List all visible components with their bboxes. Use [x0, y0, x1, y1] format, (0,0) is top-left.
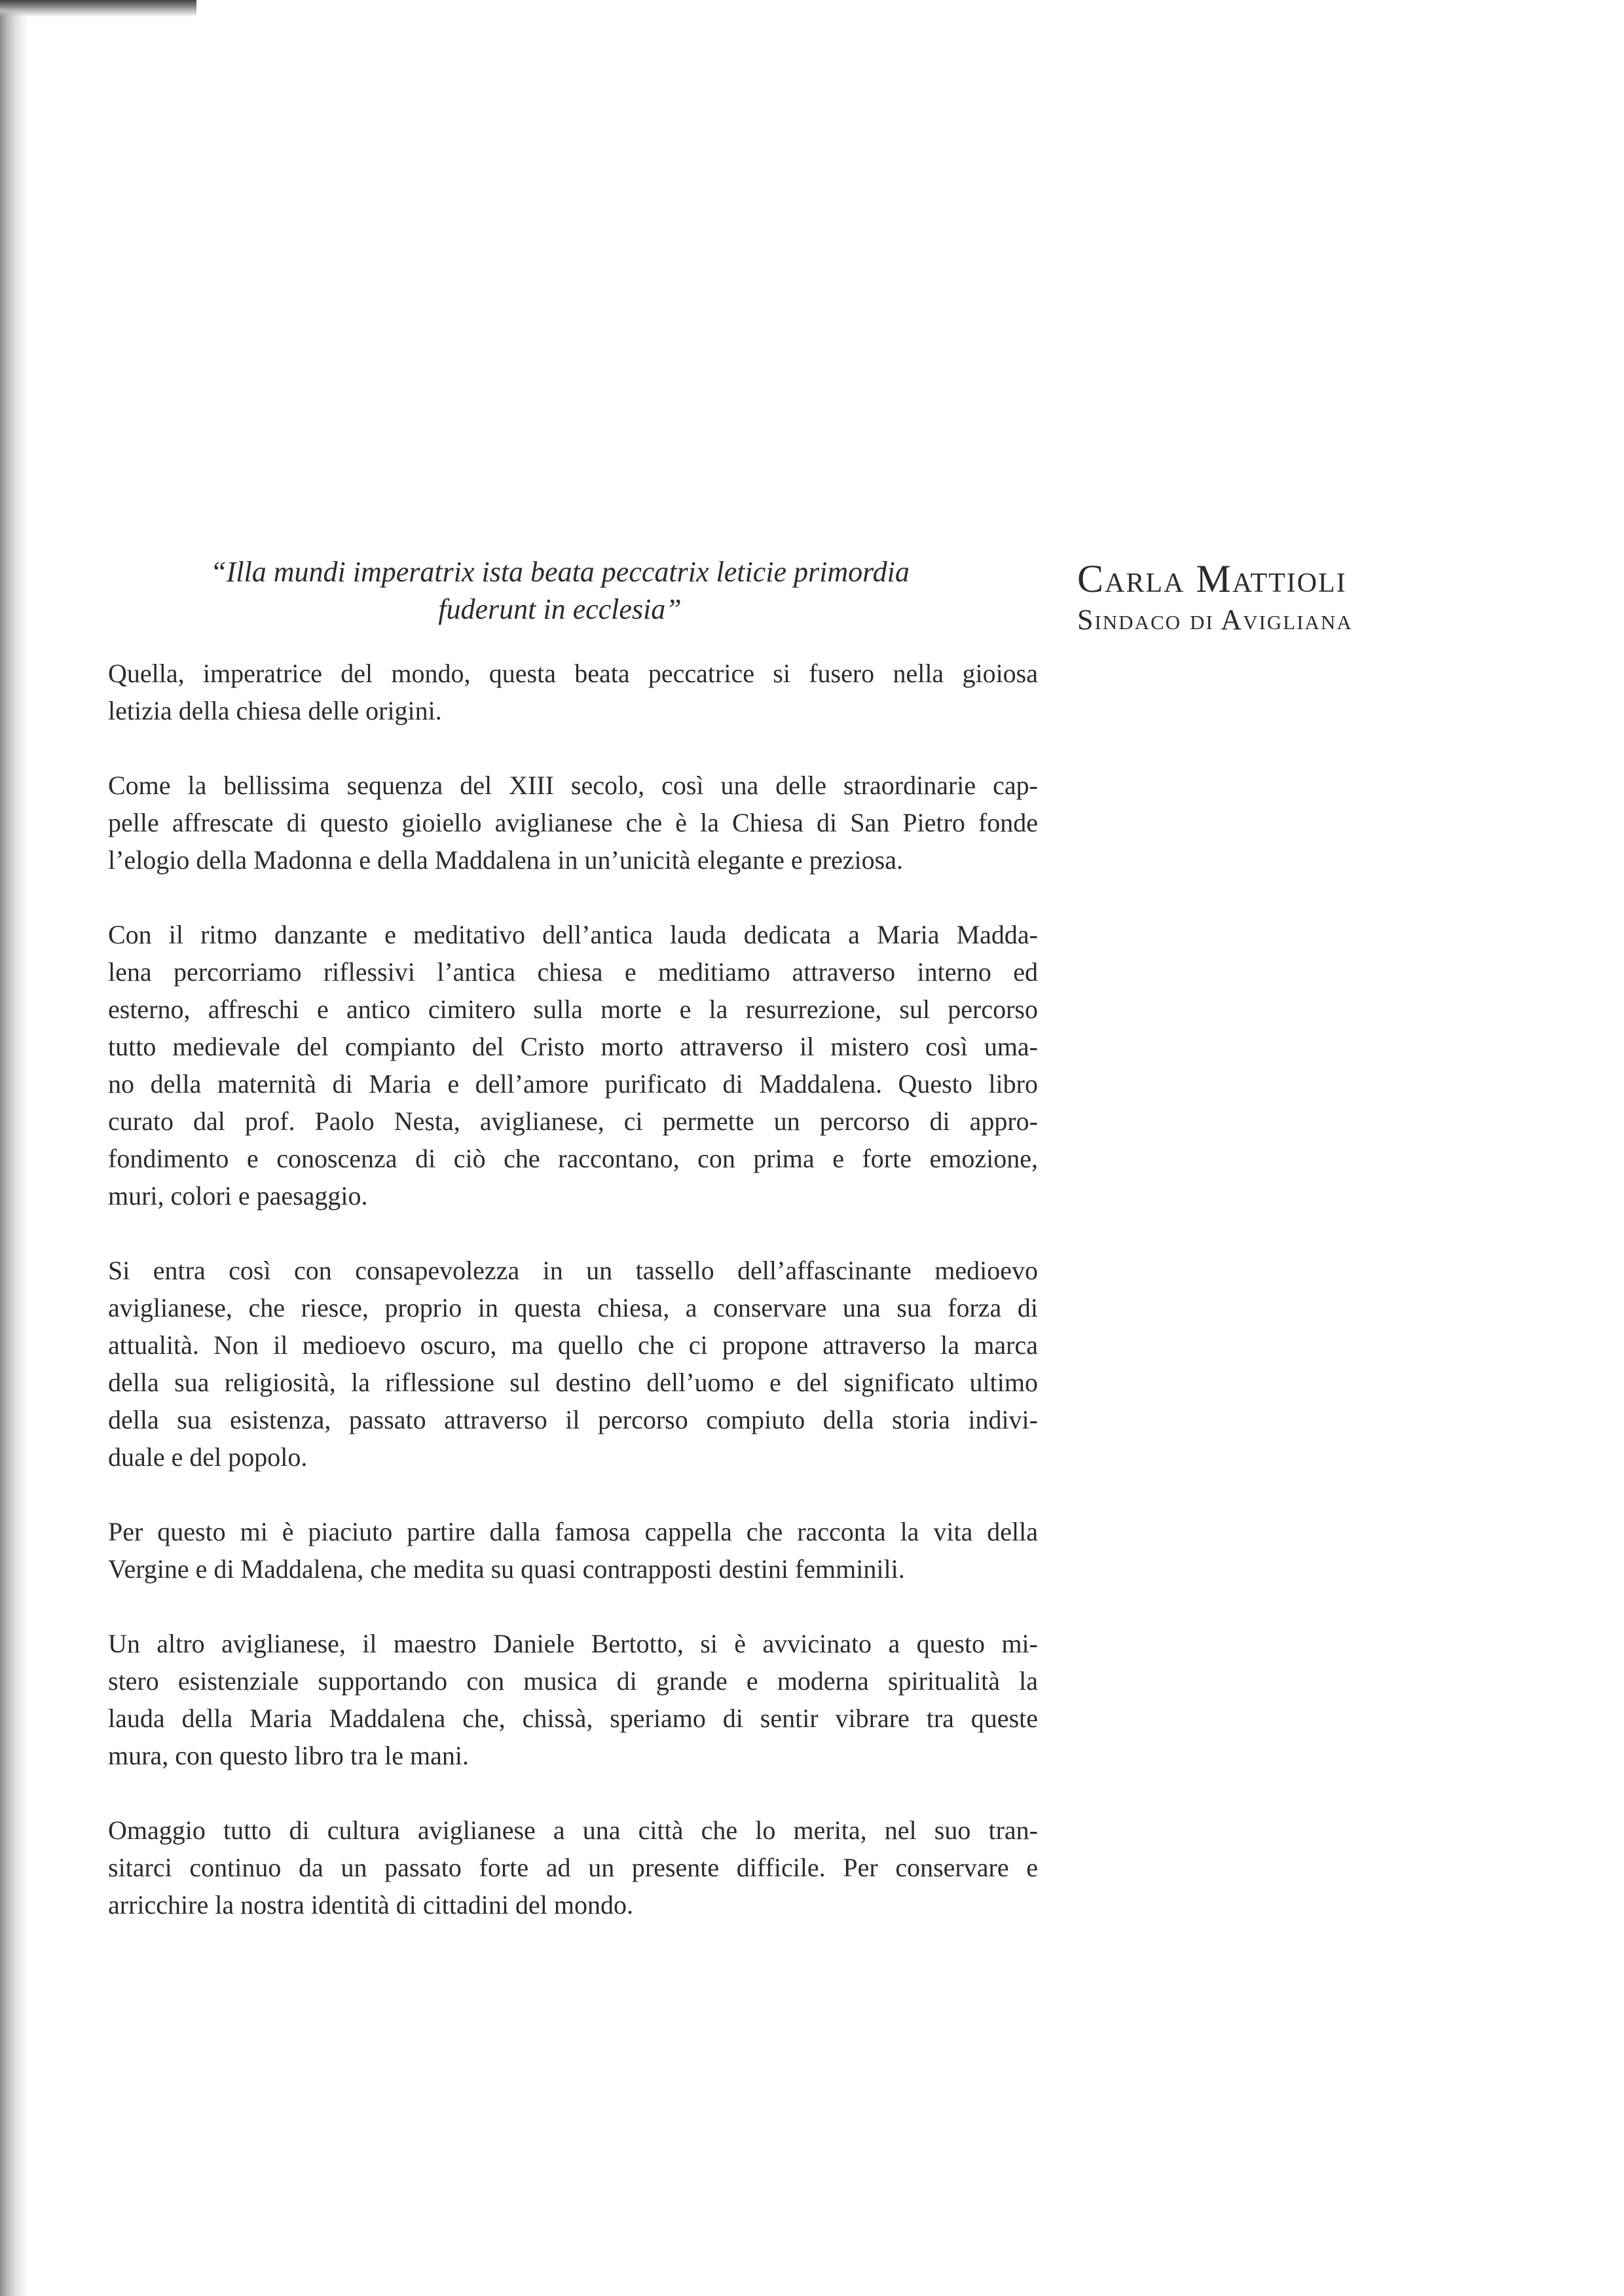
text-line: lauda della Maria Maddalena che, chissà, speriamo di sentir vibrare tra queste — [108, 1704, 1038, 1733]
text-line: muri, colori e paesaggio. — [108, 1181, 368, 1211]
text-line: della sua religiosità, la riflessione sul destino dell’uomo e del significato ultimo — [108, 1368, 1038, 1397]
text-line: della sua esistenza, passato attraverso il percorso compiuto della storia indivi- — [108, 1405, 1038, 1434]
text-line: Con il ritmo danzante e meditativo dell’antica lauda dedicata a Maria Madda- — [108, 920, 1038, 949]
text-line: tutto medievale del compianto del Cristo morto attraverso il mistero così uma- — [108, 1032, 1038, 1061]
text-line: l’elogio della Madonna e della Maddalena in un’unicità elegante e preziosa. — [108, 845, 903, 875]
text-line: stero esistenziale supportando con musica di grande e moderna spiritualità la — [108, 1666, 1038, 1696]
body-text — [108, 655, 1038, 1961]
text-line: Come la bellissima sequenza del XIII secolo, così una delle straordinarie cap- — [108, 771, 1038, 800]
text-line: Vergine e di Maddalena, che medita su quasi contrapposti destini femminili. — [108, 1554, 905, 1584]
text-line: Quella, imperatrice del mondo, questa beata peccatrice si fusero nella gioiosa — [108, 659, 1038, 688]
paragraph — [108, 1625, 1038, 1774]
text-line: Si entra così con consapevolezza in un tassello dell’affascinante medioevo — [108, 1256, 1038, 1285]
text-line: attualità. Non il medioevo oscuro, ma quello che ci propone attraverso la marca — [108, 1330, 1038, 1360]
text-line: fondimento e conoscenza di ciò che raccontano, con prima e forte emozione, — [108, 1144, 1038, 1173]
text-line: arricchire la nostra identità di cittadini del mondo. — [108, 1890, 633, 1920]
text-line: sitarci continuo da un passato forte ad un presente difficile. Per conservare e — [108, 1853, 1038, 1882]
text-line: curato dal prof. Paolo Nesta, aviglianese, ci permette un percorso di appro- — [108, 1106, 1038, 1136]
author-role: Sindaco di Avigliana — [1077, 604, 1353, 636]
paragraph — [108, 1812, 1038, 1923]
author-block — [1077, 556, 1444, 639]
text-line: Per questo mi è piaciuto partire dalla famosa cappella che racconta la vita della — [108, 1517, 1038, 1546]
text-line: Omaggio tutto di cultura aviglianese a una città che lo merita, nel suo tran- — [108, 1815, 1038, 1845]
text-line: aviglianese, che riesce, proprio in questa chiesa, a conservare una sua forza di — [108, 1293, 1038, 1322]
text-line: mura, con questo libro tra le mani. — [108, 1741, 469, 1770]
page-spine-shadow — [0, 0, 29, 2296]
paragraph — [108, 655, 1038, 729]
paragraph — [108, 1513, 1038, 1588]
text-line: letizia della chiesa delle origini. — [108, 696, 442, 725]
text-line: pelle affrescate di questo gioiello aviglianese che è la Chiesa di San Pietro fonde — [108, 808, 1038, 837]
text-line: esterno, affreschi e antico cimitero sulla morte e la resurrezione, sul percorso — [108, 994, 1038, 1024]
epigraph-line: fuderunt in ecclesia” — [438, 593, 682, 625]
text-line: duale e del popolo. — [108, 1442, 308, 1472]
text-line: lena percorriamo riflessivi l’antica chiesa e meditiamo attraverso interno ed — [108, 957, 1038, 987]
epigraph — [157, 553, 963, 628]
scan-corner-mark — [0, 0, 196, 17]
text-line: Un altro aviglianese, il maestro Daniele Bertotto, si è avvicinato a questo mi- — [108, 1629, 1038, 1658]
epigraph-line: “Illa mundi imperatrix ista beata peccatrix leticie primordia — [210, 556, 910, 588]
paragraph — [108, 1252, 1038, 1476]
paragraph — [108, 916, 1038, 1214]
paragraph — [108, 767, 1038, 879]
text-line: no della maternità di Maria e dell’amore purificato di Maddalena. Questo libro — [108, 1069, 1038, 1099]
author-name: Carla Mattioli — [1077, 557, 1347, 600]
